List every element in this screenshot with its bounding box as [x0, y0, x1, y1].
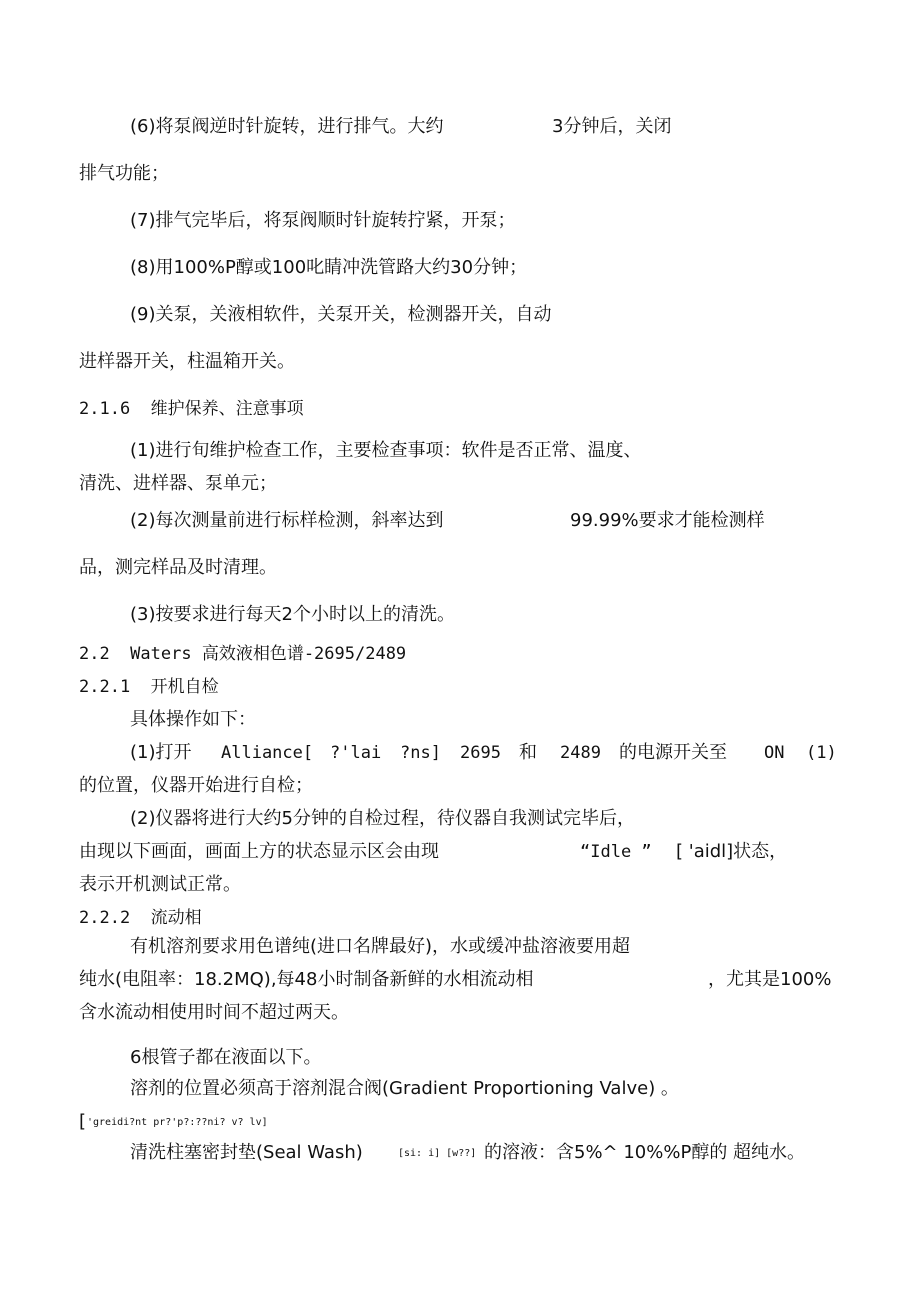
selftest-step-1-seg: Alliance[	[221, 743, 314, 763]
selftest-step-2-wrap: 由现以下画面，画面上方的状态显示区会由现	[79, 841, 439, 862]
section-heading-2-2: 2.2 Waters 高效液相色谱-2695/2489	[79, 644, 407, 664]
selftest-step-2-wrap-2: 表示开机测试正常。	[79, 874, 241, 895]
solvent-position-note: 溶剂的位置必须高于溶剂混合阀(Gradient Proportioning Valve) 。	[130, 1078, 679, 1099]
maintenance-item-1-wrap: 清洗、进样器、泵单元；	[79, 473, 277, 494]
maintenance-item-2-wrap: 品，测完样品及时清理。	[79, 557, 277, 578]
selftest-step-1-wrap: 的位置，仪器开始进行自检；	[79, 775, 313, 796]
selftest-step-1-seg: (1)	[806, 743, 837, 763]
maintenance-item-2-continued: 99.99%要求才能检测样	[570, 510, 765, 531]
gpv-pronunciation: 'greidi?nt pr?'p?:??ni? v? lv]	[87, 1117, 268, 1128]
selftest-step-1-seg: 2695	[460, 743, 501, 763]
step-8-text: (8)用100%P醇或100叱睛冲洗管路大约30分钟；	[130, 257, 528, 278]
mobile-phase-text: 有机溶剂要求用色谱纯(进口名牌最好)，水或缓冲盐溶液要用超	[130, 936, 631, 957]
seal-wash-note-continued: 的溶液：含5%^ 10%%P醇的 超纯水。	[484, 1142, 806, 1163]
selftest-step-1-seg: 的电源开关至	[619, 742, 727, 763]
section-heading-2-2-1: 2.2.1 开机自检	[79, 677, 219, 697]
step-9-wrap: 进样器开关，柱温箱开关。	[79, 351, 295, 372]
step-6-wrap: 排气功能；	[79, 163, 169, 184]
gpv-pronunciation-bracket: [	[79, 1111, 87, 1132]
seal-wash-pronunciation: [si: i] [w??]	[398, 1148, 477, 1159]
maintenance-item-1: (1)进行旬维护检查工作，主要检查事项：软件是否正常、温度、	[130, 440, 642, 461]
idle-pronunciation: [ 'aidl]状态，	[676, 841, 788, 862]
mobile-phase-text-2: 纯水(电阻率：18.2MQ),每48小时制备新鲜的水相流动相	[79, 969, 534, 990]
idle-status-text: “Idle ”	[580, 842, 652, 862]
step-9-text: (9)关泵，关液相软件，关泵开关，检测器开关，自动	[130, 304, 552, 325]
selftest-step-1-seg: ?ns]	[400, 743, 441, 763]
seal-wash-note: 清洗柱塞密封垫(Seal Wash)	[130, 1142, 363, 1163]
selftest-step-1-seg: 和	[519, 742, 537, 763]
selftest-step-1-seg: 2489	[560, 743, 601, 763]
maintenance-item-2: (2)每次测量前进行标样检测，斜率达到	[130, 510, 444, 531]
selftest-step-2: (2)仪器将进行大约5分钟的自检过程，待仪器自我测试完毕后，	[130, 808, 635, 829]
mobile-phase-text-3: 含水流动相使用时间不超过两天。	[79, 1002, 349, 1023]
instructions-intro: 具体操作如下：	[130, 709, 256, 730]
selftest-step-1-seg: (1)打开	[130, 742, 192, 763]
step-7-text: (7)排气完毕后，将泵阀顺时针旋转拧紧，开泵；	[130, 210, 516, 231]
tubes-note: 6根管子都在液面以下。	[130, 1047, 322, 1068]
mobile-phase-text-2-continued: ，尤其是100%	[708, 969, 832, 990]
maintenance-item-3: (3)按要求进行每天2个小时以上的清洗。	[130, 604, 455, 625]
selftest-step-1-seg: ON	[764, 743, 785, 763]
selftest-step-1-seg: ?'lai	[330, 743, 382, 763]
section-heading-2-2-2: 2.2.2 流动相	[79, 908, 202, 928]
step-6-text-continued: 3分钟后，关闭	[552, 116, 672, 137]
section-heading-2-1-6: 2.1.6 维护保养、注意事项	[79, 399, 304, 419]
step-6-text: (6)将泵阀逆时针旋转，进行排气。大约	[130, 116, 444, 137]
